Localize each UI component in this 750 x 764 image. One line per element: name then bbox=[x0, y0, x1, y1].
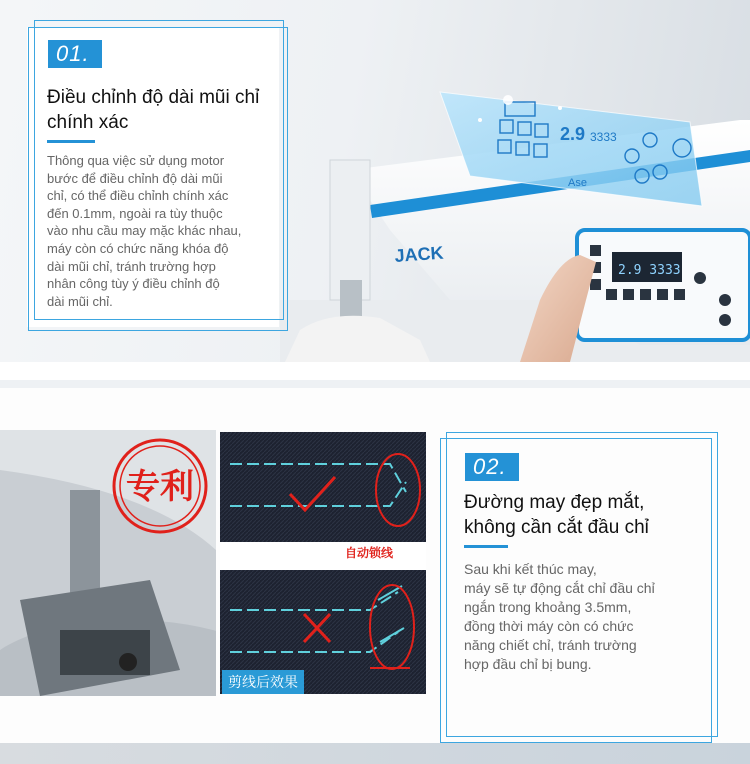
description-line: máy sẽ tự động cắt chỉ đầu chỉ bbox=[464, 580, 655, 596]
feature-number-badge: 02. bbox=[465, 453, 519, 481]
feature-title bbox=[464, 490, 649, 540]
accent-bar bbox=[47, 140, 95, 143]
feature-number-badge: 01. bbox=[48, 40, 102, 68]
panel-display-real: 2.9 3333 bbox=[618, 263, 681, 278]
description-line: nhân công tùy ý điều chỉnh độ bbox=[47, 276, 220, 292]
description-line: dài mũi chỉ, tránh trường hợp bbox=[47, 258, 216, 274]
section-divider bbox=[0, 380, 750, 388]
feature-description bbox=[464, 560, 655, 674]
feature-section-2 bbox=[0, 380, 750, 764]
feature-title-line: Điều chỉnh độ dài mũi chỉ bbox=[47, 87, 260, 108]
description-line: đồng thời máy còn có chức bbox=[464, 618, 634, 634]
holo-display-big: 2.9 bbox=[560, 124, 586, 144]
feature-title bbox=[47, 85, 259, 135]
description-line: hợp đầu chỉ bị bung. bbox=[464, 656, 592, 672]
patent-stamp-text: 专利 bbox=[126, 467, 194, 507]
bottom-strip bbox=[0, 743, 750, 764]
description-line: dài mũi chỉ. bbox=[47, 293, 113, 309]
stitch-comparison-image bbox=[220, 432, 426, 694]
feature-title-line: không cần cắt đầu chỉ bbox=[464, 517, 649, 538]
feature-section-1 bbox=[0, 0, 750, 362]
description-line: chỉ, có thể điều chỉnh chính xác bbox=[47, 188, 229, 204]
presser-foot-closeup-image bbox=[0, 430, 216, 696]
feature-title-line: chính xác bbox=[47, 112, 129, 133]
feature-description bbox=[47, 152, 241, 310]
holo-display-small: 3333 bbox=[590, 130, 617, 144]
description-line: ngắn trong khoảng 3.5mm, bbox=[464, 599, 632, 615]
description-line: năng chiết chỉ, tránh trường bbox=[464, 637, 637, 653]
machine-brand-text: JACK bbox=[393, 242, 445, 266]
after-cut-label: 剪线后效果 bbox=[222, 670, 304, 694]
description-line: Thông qua việc sử dụng motor bbox=[47, 153, 225, 168]
feature-title-line: Đường may đẹp mắt, bbox=[464, 492, 645, 513]
description-line: vào nhu cầu may mặc khác nhau, bbox=[47, 223, 242, 239]
description-line: Sau khi kết thúc may, bbox=[464, 561, 597, 577]
description-line: máy còn có chức năng khóa độ bbox=[47, 240, 229, 256]
description-line: đến 0.1mm, ngoài ra tùy thuộc bbox=[47, 205, 223, 221]
description-line: bước để điều chỉnh độ dài mũi bbox=[47, 170, 223, 186]
auto-lock-label: 自动锁线 bbox=[345, 546, 394, 560]
holo-model-label: Ase bbox=[568, 177, 587, 189]
accent-bar bbox=[464, 545, 508, 548]
